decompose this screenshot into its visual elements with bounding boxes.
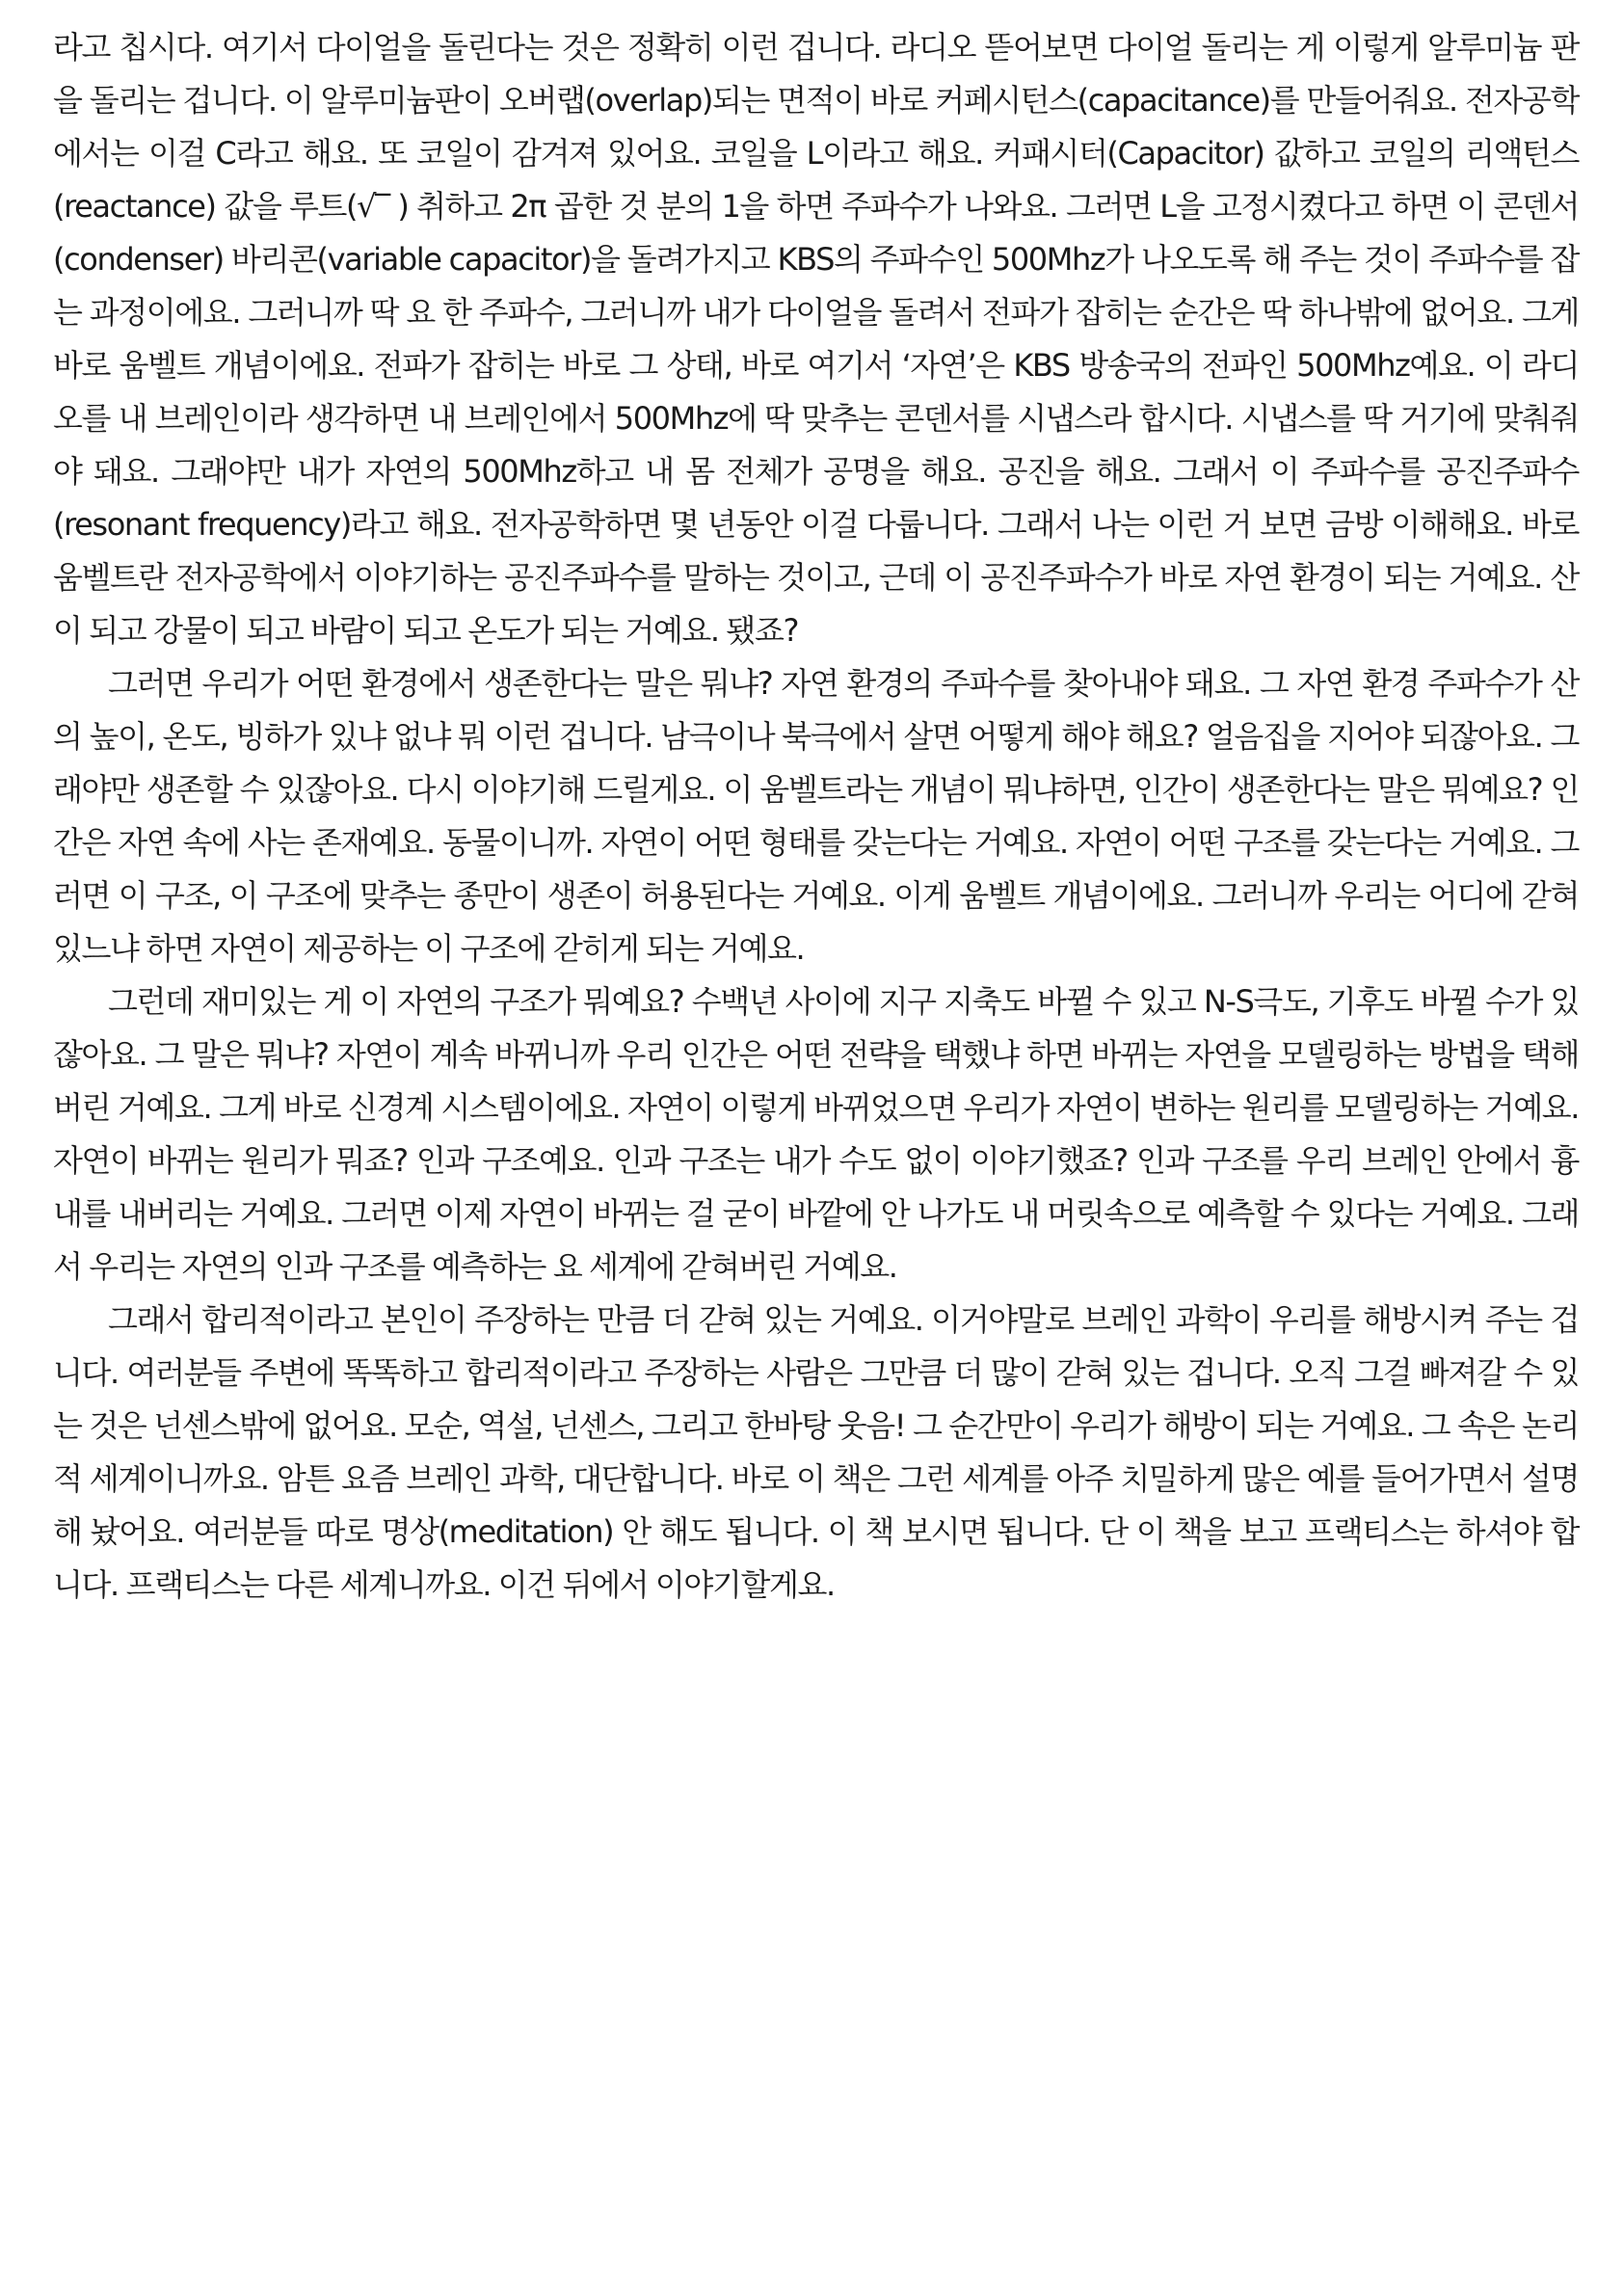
paragraph-rationality-nonsense: 그래서 합리적이라고 본인이 주장하는 만큼 더 갇혀 있는 거예요. 이거야말로 브레인 과학이 우리를 해방시켜 주는 겁니다. 여러분들 주변에 똑똑하고 합리적이라고 주장하는 사람은 그만큼 더 많이 갇혀 있는 겁니다. 오직 그걸 빠져갈 수 있는 것은 넌센스밖에 없어요. 모순, 역설, 넌센스, 그리고 한바탕 웃음! 그 순간만이 우리가 해방이 되는 거예요. 그 속은 논리적 세계이니까요. 암튼 요즘 브레인 과학, 대단합니다. 바로 이 책은 그런 세계를 아주 치밀하게 많은 예를 들어가면서 설명해 놨어요. 여러분들 따로 명상(meditation) 안 해도 됩니다. 이 책 보시면 됩니다. 단 이 책을 보고 프랙티스는 하셔야 합니다. 프랙티스는 다른 세계니까요. 이건 뒤에서 이야기할게요.: [53, 1301, 1579, 1603]
paragraph-radio-tuning: 라고 칩시다. 여기서 다이얼을 돌린다는 것은 정확히 이런 겁니다. 라디오 뜯어보면 다이얼 돌리는 게 이렇게 알루미늄 판을 돌리는 겁니다. 이 알루미늄판이 오버랩(overlap)되는 면적이 바로 커페시턴스(capacitance)를 만들어줘요. 전자공학에서는 이걸 C라고 해요. 또 코일이 감겨져 있어요. 코일을 L이라고 해요. 커패시터(Capacitor) 값하고 코일의 리액턴스(reactance) 값을 루트(√‾ ) 취하고 2π 곱한 것 분의 1을 하면 주파수가 나와요. 그러면 L을 고정시켰다고 하면 이 콘덴서(condenser) 바리콘(variable capacitor)을 돌려가지고 KBS의 주파수인 500Mhz가 나오도록 해 주는 것이 주파수를 잡는 과정이에요. 그러니까 딱 요 한 주파수, 그러니까 내가 다이얼을 돌려서 전파가 잡히는 순간은 딱 하나밖에 없어요. 그게 바로 움벨트 개념이에요. 전파가 잡히는 바로 그 상태, 바로 여기서 ‘자연’은 KBS 방송국의 전파인 500Mhz예요. 이 라디오를 내 브레인이라 생각하면 내 브레인에서 500Mhz에 딱 맞추는 콘덴서를 시냅스라 합시다. 시냅스를 딱 거기에 맞춰줘야 돼요. 그래야만 내가 자연의 500Mhz하고 내 몸 전체가 공명을 해요. 공진을 해요. 그래서 이 주파수를 공진주파수(resonant frequency)라고 해요. 전자공학하면 몇 년동안 이걸 다룹니다. 그래서 나는 이런 거 보면 금방 이해해요. 바로 움벨트란 전자공학에서 이야기하는 공진주파수를 말하는 것이고, 근데 이 공진주파수가 바로 자연 환경이 되는 거예요. 산이 되고 강물이 되고 바람이 되고 온도가 되는 거예요. 됐죠?: [53, 29, 1579, 649]
document-body: [53, 21, 1579, 1612]
paragraph-causal-structure: 그런데 재미있는 게 이 자연의 구조가 뭐예요? 수백년 사이에 지구 지축도 바뀔 수 있고 N-S극도, 기후도 바뀔 수가 있잖아요. 그 말은 뭐냐? 자연이 계속 바뀌니까 우리 인간은 어떤 전략을 택했냐 하면 바뀌는 자연을 모델링하는 방법을 택해버린 거예요. 그게 바로 신경계 시스템이에요. 자연이 이렇게 바뀌었으면 우리가 자연이 변하는 원리를 모델링하는 거예요. 자연이 바뀌는 원리가 뭐죠? 인과 구조예요. 인과 구조는 내가 수도 없이 이야기했죠? 인과 구조를 우리 브레인 안에서 흉내를 내버리는 거예요. 그러면 이제 자연이 바뀌는 걸 굳이 바깥에 안 나가도 내 머릿속으로 예측할 수 있다는 거예요. 그래서 우리는 자연의 인과 구조를 예측하는 요 세계에 갇혀버린 거예요.: [53, 983, 1579, 1285]
paragraph-survival-environment: 그러면 우리가 어떤 환경에서 생존한다는 말은 뭐냐? 자연 환경의 주파수를 찾아내야 돼요. 그 자연 환경 주파수가 산의 높이, 온도, 빙하가 있냐 없냐 뭐 이런 겁니다. 남극이나 북극에서 살면 어떻게 해야 해요? 얼음집을 지어야 되잖아요. 그래야만 생존할 수 있잖아요. 다시 이야기해 드릴게요. 이 움벨트라는 개념이 뭐냐하면, 인간이 생존한다는 말은 뭐예요? 인간은 자연 속에 사는 존재예요. 동물이니까. 자연이 어떤 형태를 갖는다는 거예요. 자연이 어떤 구조를 갖는다는 거예요. 그러면 이 구조, 이 구조에 맞추는 종만이 생존이 허용된다는 거예요. 이게 움벨트 개념이에요. 그러니까 우리는 어디에 갇혀 있느냐 하면 자연이 제공하는 이 구조에 갇히게 되는 거예요.: [53, 665, 1579, 967]
